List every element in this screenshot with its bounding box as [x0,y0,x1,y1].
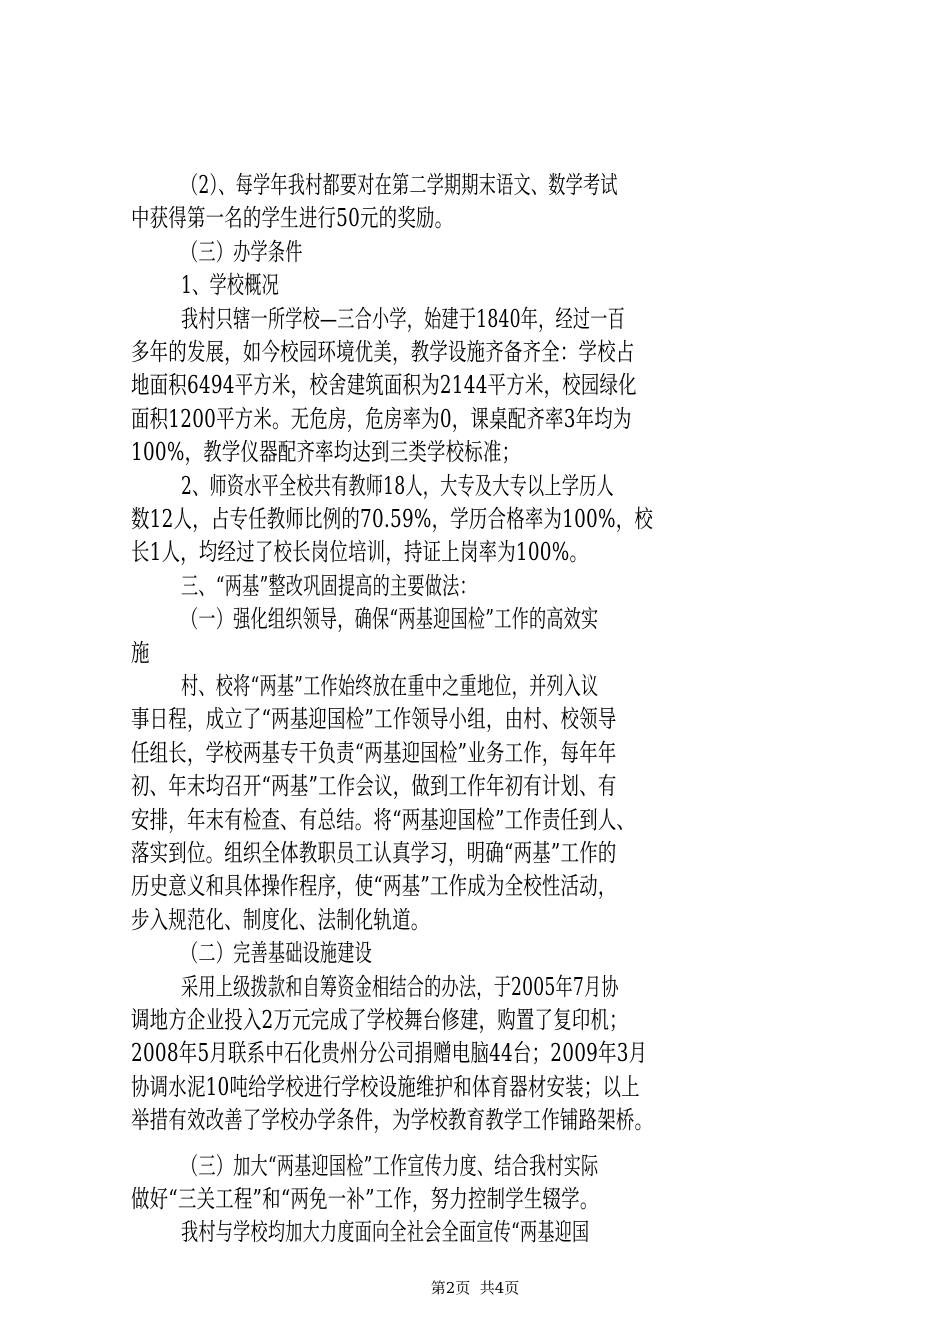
subsection-heading: （一）强化组织领导，确保“两基迎国检”工作的高效实 [181,605,599,633]
paragraph-line: 安排，年末有检查、有总结。将“两基迎国检”工作责任到人、 [131,806,636,834]
paragraph-line: 长1人，均经过了校长岗位培训，持证上岗率为100%。 [131,538,589,566]
paragraph-line: 步入规范化、制度化、法制化轨道。 [131,906,430,934]
paragraph-line: 做好“三关工程”和“两免一补”工作，努力控制学生辍学。 [131,1185,599,1213]
subsection-heading: （二）完善基础设施建设 [181,939,373,967]
paragraph-line: 事日程，成立了“两基迎国检”工作领导小组，由村、校领导 [131,705,617,733]
paragraph-line: 我村只辖一所学校—三合小学，始建于1840年，经过一百 [181,305,625,333]
paragraph-line: 面积1200平方米。无危房，危房率为0，课桌配齐率3年均为 [131,405,632,433]
subsection-heading: 施 [131,639,150,667]
paragraph-line: （2）、每学年我村都要对在第二学期期末语文、数学考试 [181,171,618,199]
paragraph-line: 落实到位。组织全体教职员工认真学习，明确“两基”工作的 [131,839,617,867]
paragraph-line: 任组长，学校两基专干负责“两基迎国检”业务工作，每年年 [131,739,617,767]
subsection-heading: （三）加大“两基迎国检”工作宣传力度、结合我村实际 [181,1152,599,1180]
paragraph-line: 村、校将“两基”工作始终放在重中之重地位，并列入议 [181,672,599,700]
section-heading: 三、“两基”整改巩固提高的主要做法： [181,572,477,600]
paragraph-line: 2、师资水平全校共有教师18人，大专及大专以上学历人 [181,472,614,500]
paragraph-line: 2008年5月联系中石化贵州分公司捐赠电脑44台；2009年3月 [131,1039,648,1067]
paragraph-line: 多年的发展，如今校园环境优美，教学设施齐备齐全：学校占 [131,338,635,366]
paragraph-line: 历史意义和具体操作程序，使“两基”工作成为全校性活动， [131,872,617,900]
page-number-footer: 第2页 共4页 [430,1279,520,1297]
paragraph-line: 协调水泥10吨给学校进行学校设施维护和体育器材安装；以上 [131,1073,640,1101]
paragraph-line: 数12人，占专任教师比例的70.59%，学历合格率为100%，校 [131,505,654,533]
paragraph-line: 100%，教学仪器配齐率均达到三类学校标准； [131,438,521,466]
paragraph-line: 我村与学校均加大力度面向全社会全面宣传“两基迎国 [181,1218,590,1246]
section-heading: （三）办学条件 [181,238,303,266]
paragraph-line: 地面积6494平方米，校舍建筑面积为2144平方米，校园绿化 [131,371,637,399]
paragraph-line: 采用上级拨款和自筹资金相结合的办法，于2005年7月协 [181,973,619,1001]
paragraph-line: 举措有效改善了学校办学条件，为学校教育教学工作铺路架桥。 [131,1106,654,1134]
paragraph-line: 调地方企业投入2万元完成了学校舞台修建，购置了复印机； [131,1006,628,1034]
subsection-heading: 1、学校概况 [181,271,279,299]
paragraph-line: 中获得第一名的学生进行50元的奖励。 [131,204,454,232]
paragraph-line: 初、年末均召开“两基”工作会议，做到工作年初有计划、有 [131,772,617,800]
